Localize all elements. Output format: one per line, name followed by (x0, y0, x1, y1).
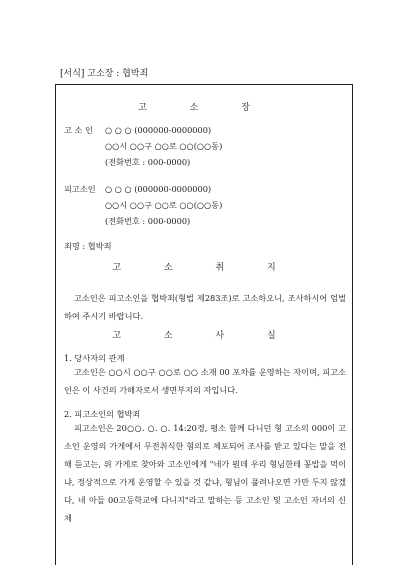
complainant-phone: (전화번호 : 000-0000) (105, 157, 191, 167)
purpose-paragraph: 고소인은 피고소인을 협박죄(형법 제283조)로 고소하오니, 조사하시어 엄벌하여 주시기 바랍니다. (64, 293, 346, 321)
charge-line: 죄명 : 협박죄 (64, 241, 112, 251)
purpose-section-title: 고 소 취 지 (112, 263, 296, 273)
document-form-label: [서식] 고소장 : 협박죄 (60, 69, 149, 79)
fact-paragraph-2: 피고소인은 20○○. ○. ○. 14:20경, 평소 함께 다니던 형 고소의 000이 고소인 운영의 가게에서 무전취식한 혐의로 체포되어 조사를 받고 있다는 말을 전해 듣고는, 위 가게로 찾아와 고소인에게 "네가 뭔데 우리 형님한테 꽁밥을 먹이냐, 정상적으로 가게 운영할 수 있을 것 같냐, 형님이 풀려나오면 가만 두지 않겠다, 네 아들 00고등학교에 다니지"라고 말하는 등 고소인 및 고소인 자녀의 신체 (64, 423, 346, 523)
complainant-label: 고 소 인 (64, 125, 93, 135)
document-title: 고 소 장 (138, 103, 270, 113)
defendant-phone: (전화번호 : 000-0000) (105, 216, 191, 226)
defendant-address: ○○시 ○○구 ○○로 ○○(○○동) (105, 200, 223, 210)
complainant-name: ○ ○ ○ (000000-0000000) (105, 125, 212, 135)
complainant-address: ○○시 ○○구 ○○로 ○○(○○동) (105, 141, 223, 151)
defendant-label: 피고소인 (64, 184, 96, 194)
complaint-document (55, 84, 353, 565)
fact-heading-2: 2. 피고소인의 협박죄 (64, 409, 141, 419)
facts-section-title: 고 소 사 실 (112, 331, 296, 341)
defendant-name: ○ ○ ○ (000000-0000000) (105, 184, 212, 194)
fact-heading-1: 1. 당사자의 관계 (64, 353, 125, 363)
fact-paragraph-1: 고소인은 ○○시 ○○구 ○○로 ○○ 소재 00 포차를 운영하는 자이며, 피고소인은 이 사건의 가해자로서 생면부지의 자입니다. (64, 367, 346, 395)
